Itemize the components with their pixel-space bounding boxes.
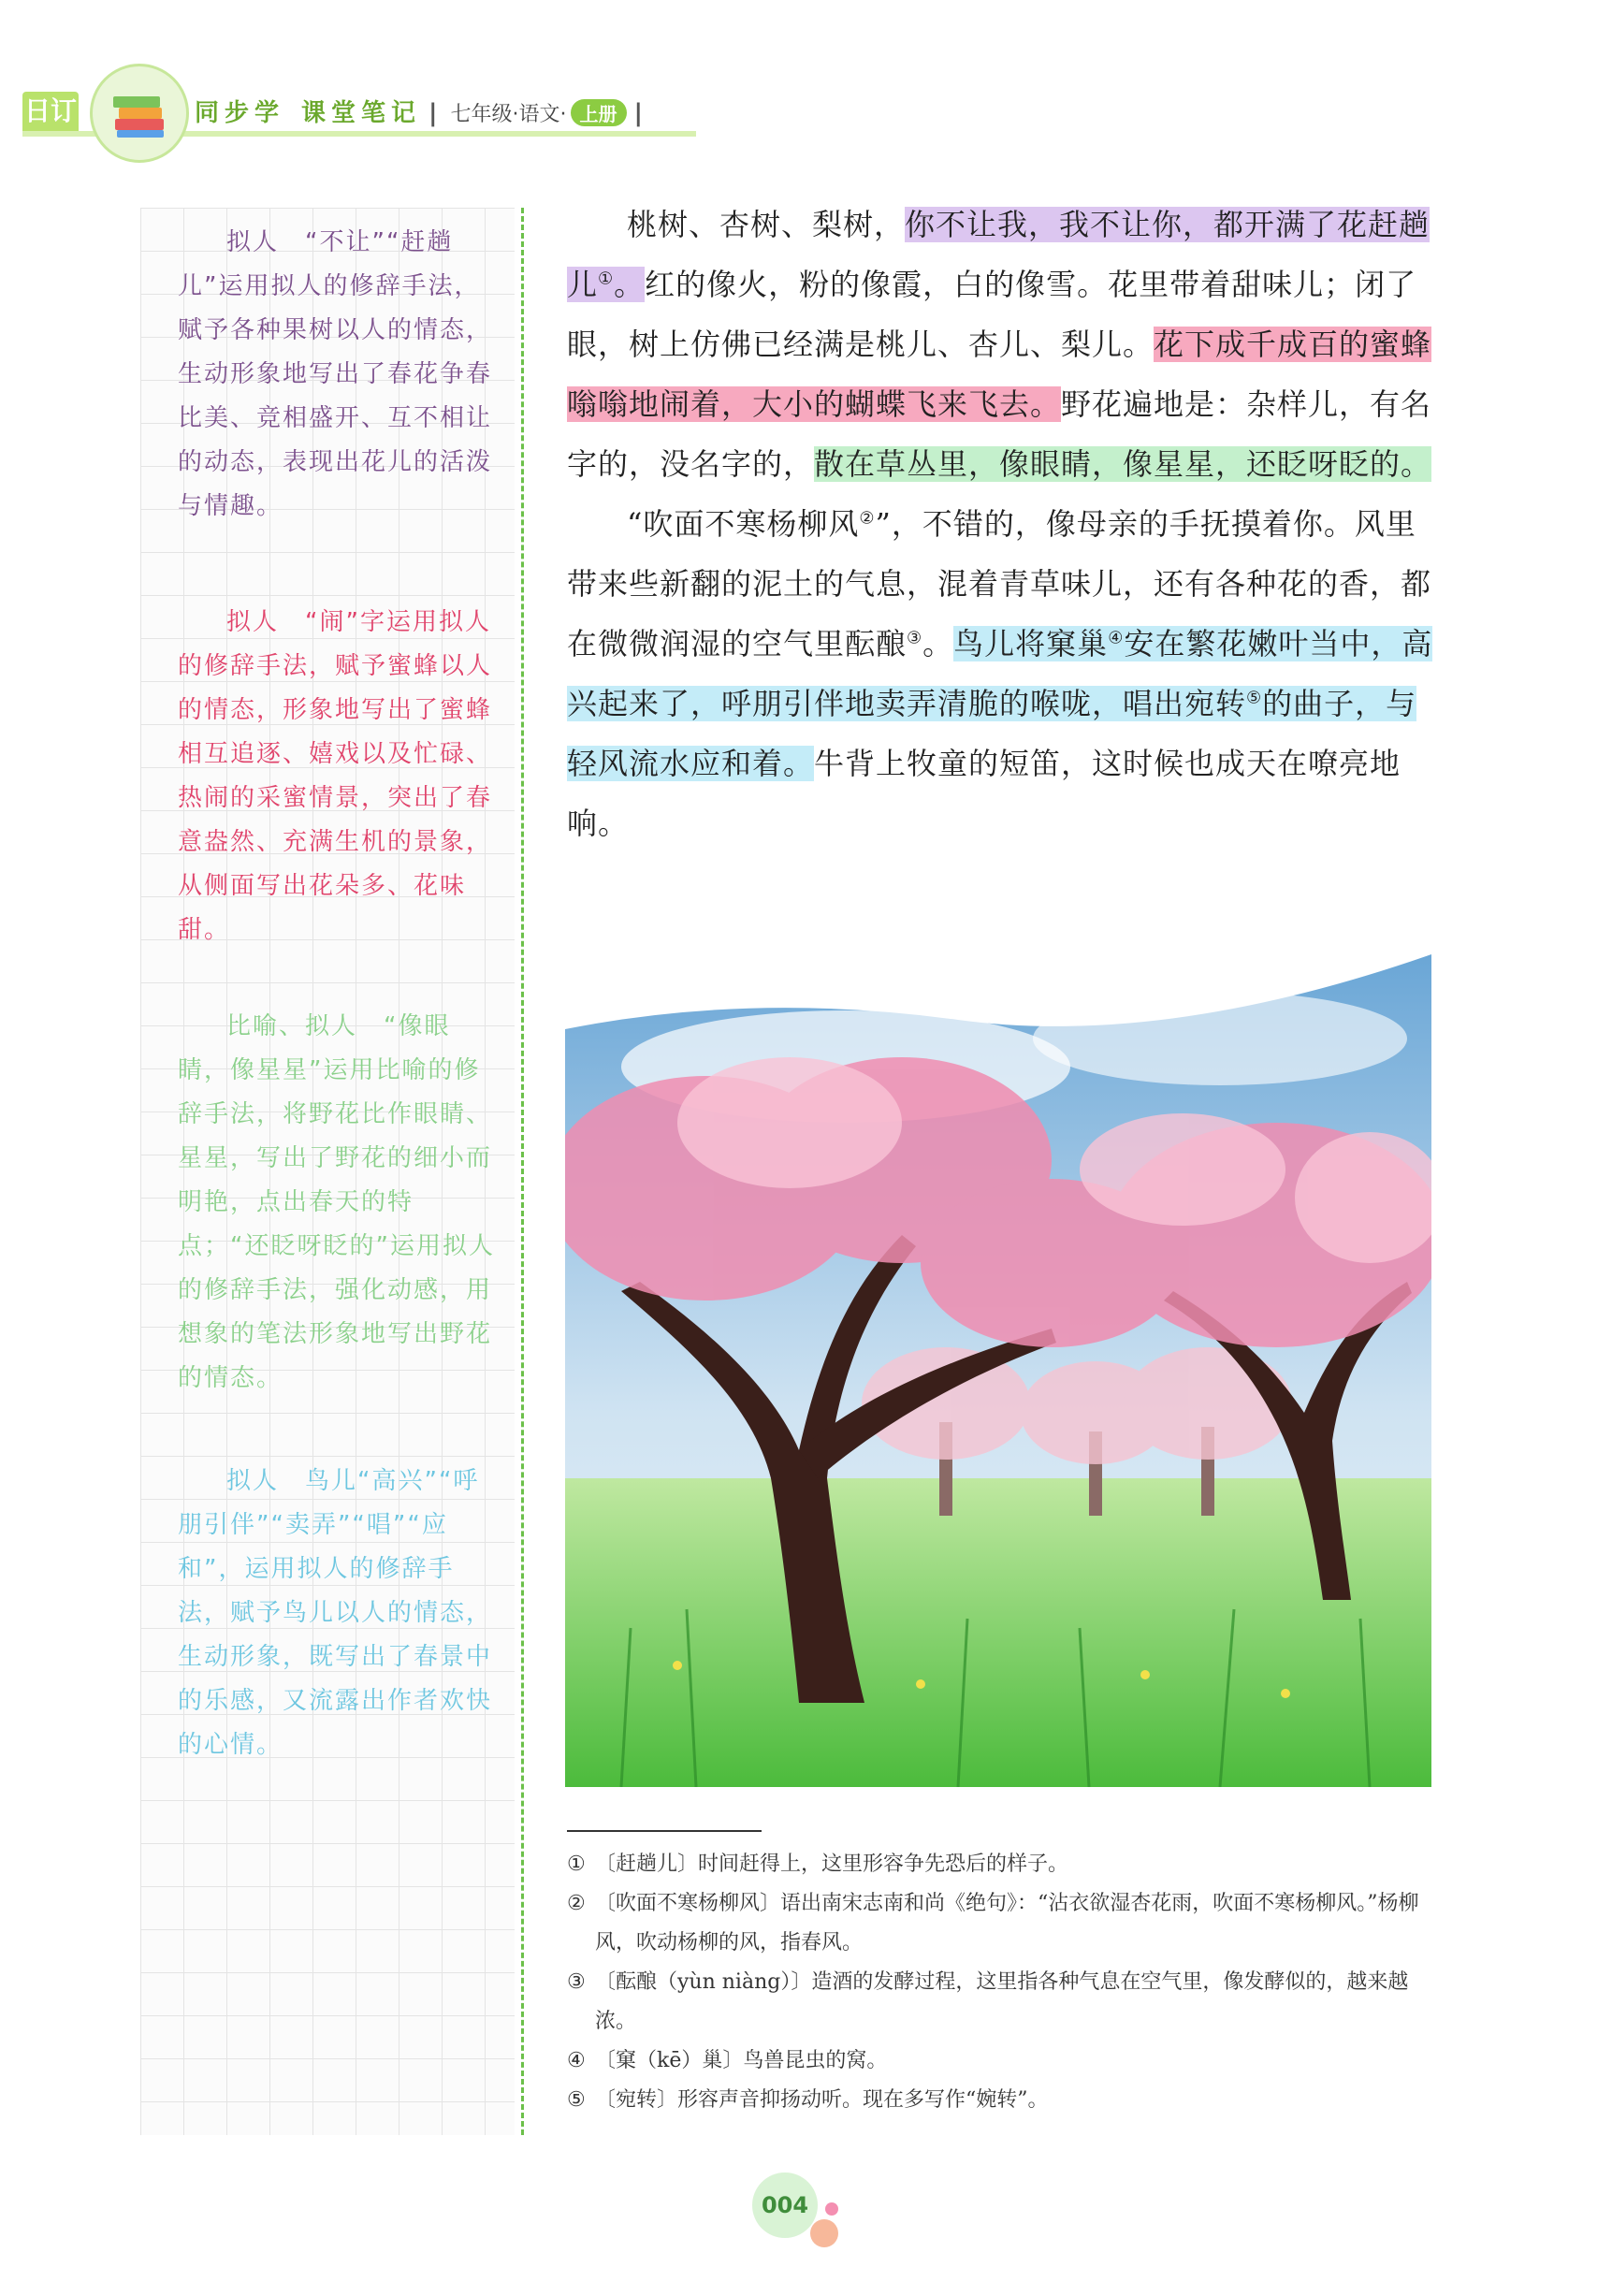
column-divider <box>521 208 524 2135</box>
header-title-sub: 课堂笔记 <box>301 99 422 127</box>
text-span: “吹面不寒杨柳风 <box>627 506 860 542</box>
sidebar-note-metaphor: 比喻、拟人 “像眼睛，像星星”运用比喻的修辞手法，将野花比作眼睛、星星，写出了野花的细小而明艳，点出春天的特点；“还眨呀眨的”运用拟人的修辞手法，强化动感，用想象的笔法形象地写出野花的情态。 <box>178 1012 495 1392</box>
footnote-1 <box>567 1845 1437 1884</box>
header-title-main: 同步学 <box>195 99 285 127</box>
text-span: 。 <box>922 626 954 661</box>
sidebar-note-personification-3: 拟人 鸟儿“高兴”“呼朋引伴”“卖弄”“唱”“应和”，运用拟人的修辞手法，赋予鸟儿以人的情态，生动形象，既写出了春景中的乐感，又流露出作者欢快的心情。 <box>178 1467 493 1759</box>
text-span: 桃树、杏树、梨树， <box>627 207 906 242</box>
footnote-number: ⑤ <box>567 2088 586 2112</box>
header-grade: 七年级·语文· <box>450 103 567 126</box>
text-span: 你不让我，我不让你，都开满了花赶趟儿 <box>567 207 1430 302</box>
highlight-pink: 花下成千成百的蜜蜂嗡嗡地闹着，大小的蝴蝶飞来飞去。 <box>567 327 1432 422</box>
text-span: ”，不错的，像母亲的手抚摸着你。风里带来些新翻的泥土的气息，混着青草味儿，还有各种花的香，都在微微润湿的空气里酝酿 <box>567 506 1432 661</box>
header-tab: 日订 <box>22 92 79 131</box>
main-text <box>567 195 1437 853</box>
decor-dot-icon <box>825 2202 838 2216</box>
footnote-number: ③ <box>567 1970 586 1994</box>
footnote-text: 〔吹面不寒杨柳风〕语出南宋志南和尚《绝句》：“沾衣欲湿杏花雨，吹面不寒杨柳风。”杨柳风，吹动杨柳的风，指春风。 <box>595 1892 1419 1955</box>
decor-dot-icon <box>810 2219 838 2247</box>
footnote-text: 〔酝酿（yùn niàng）〕造酒的发酵过程，这里指各种气息在空气里，像发酵似的，越来越浓。 <box>595 1970 1409 2033</box>
footnote-ref-5[interactable]: ⑤ <box>1246 688 1263 708</box>
paragraph-flowers <box>567 195 1437 494</box>
footnotes <box>567 1845 1437 2120</box>
footnote-ref-3[interactable]: ③ <box>907 628 923 648</box>
footnote-number: ① <box>567 1853 586 1876</box>
footnote-rule <box>567 1830 762 1832</box>
text-span: 。 <box>614 267 646 302</box>
footnote-2 <box>567 1884 1437 1963</box>
footnote-4 <box>567 2042 1437 2081</box>
text-span: 红的像火，粉的像霞，白的像雪。花里带着甜味儿；闭了眼，树上仿佛已经满是桃儿、杏儿、梨儿。 <box>567 267 1417 362</box>
text-span: 鸟儿将窠巢 <box>953 626 1109 661</box>
paragraph-wind <box>567 494 1437 853</box>
footnote-text: 〔赶趟儿〕时间赶得上，这里形容争先恐后的样子。 <box>595 1853 1069 1876</box>
footnote-text: 〔窠（kē）巢〕鸟兽昆虫的窝。 <box>595 2049 888 2072</box>
footnote-ref-1[interactable]: ① <box>598 269 615 289</box>
books-logo-icon <box>90 64 189 163</box>
text-span: 的曲子，与轻风流水应和着。 <box>567 686 1417 781</box>
page-header <box>0 56 711 168</box>
footnote-3 <box>567 1963 1437 2042</box>
footnote-5 <box>567 2081 1437 2120</box>
page-number: 004 <box>752 2172 818 2238</box>
highlight-green: 散在草丛里，像眼睛，像星星，还眨呀眨的。 <box>814 446 1432 482</box>
footnote-number: ② <box>567 1892 586 1915</box>
text-span: 安在繁花嫩叶当中，高兴起来了，呼朋引伴地卖弄清脆的喉咙，唱出宛转 <box>567 626 1433 721</box>
header-title: 同步学 课堂笔记 | 七年级·语文· 上册 | <box>195 99 649 127</box>
footnote-ref-2[interactable]: ② <box>859 508 876 529</box>
footnote-number: ④ <box>567 2049 586 2072</box>
sidebar-note-personification-2: 拟人 “闹”字运用拟人的修辞手法，赋予蜜蜂以人的情态，形象地写出了蜜蜂相互追逐、嬉戏以及忙碌、热闹的采蜜情景，突出了春意盎然、充满生机的景象，从侧面写出花朵多、花味甜。 <box>178 608 493 944</box>
footnote-ref-4[interactable]: ④ <box>1108 628 1125 648</box>
text-span: 野花遍地是：杂样儿，有名字的，没名字的， <box>567 386 1432 482</box>
peach-blossom-illustration <box>565 954 1431 1787</box>
sidebar-note-personification-1: 拟人 “不让”“赶趟儿”运用拟人的修辞手法，赋予各种果树以人的情态，生动形象地写出了春花争春比美、竞相盛开、互不相让的动态，表现出花儿的活泼与情趣。 <box>178 228 493 520</box>
footnote-text: 〔宛转〕形容声音抑扬动听。现在多写作“婉转”。 <box>595 2088 1049 2112</box>
header-volume-badge: 上册 <box>571 99 627 126</box>
text-span: 牛背上牧童的短笛，这时候也成天在嘹亮地响。 <box>567 746 1401 841</box>
